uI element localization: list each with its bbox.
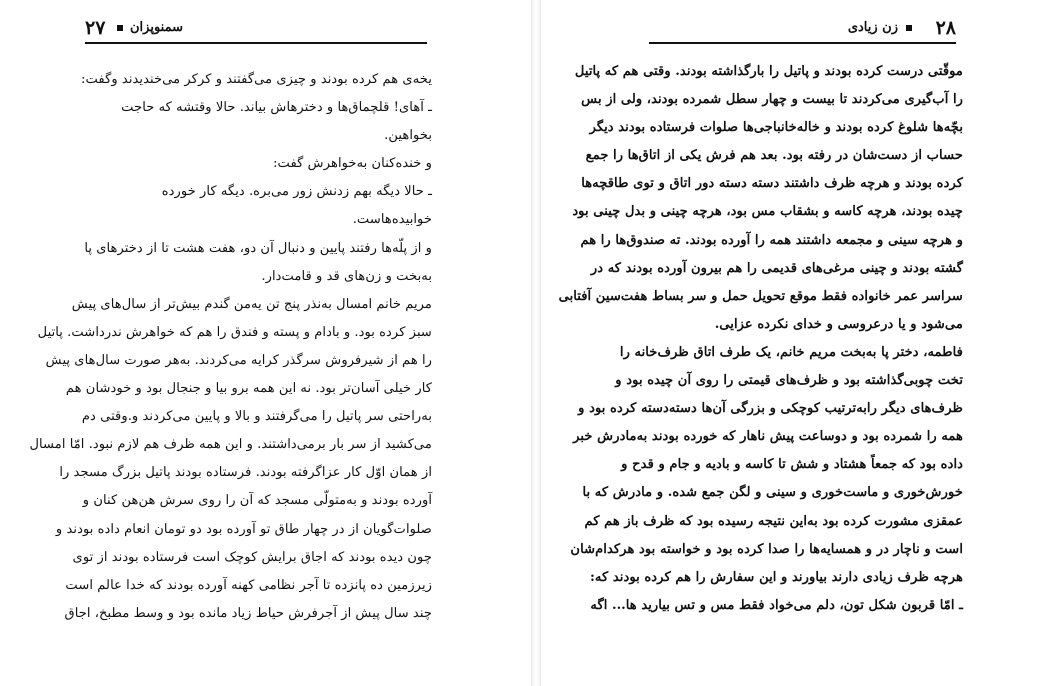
header-separator-square — [906, 25, 912, 31]
text-line: داده بود که جمعاً هشتاد و شش تا کاسه و بادیه و جام و قدح و — [621, 457, 963, 473]
text-line: همه را شمرده بود و دوساعت پیش ناهار که خورده بودند به‌مادرش خبر — [573, 429, 963, 445]
text-line: بچّه‌ها شلوغ کرده بودند و خاله‌خانباجی‌ها صلوات فرستاده بودند دیگر — [589, 120, 963, 136]
text-line: از همان اوّل کار عزاگرفته بودند. فرستاده بودند پاتیل بزرگ مسجد را — [59, 465, 432, 481]
text-line: عمقزی مشورت کرده بود به‌این نتیجه رسیده بود که ظرف باز هم کم — [584, 513, 963, 529]
left-page-header — [85, 16, 427, 44]
text-line: خوابیده‌هاست. — [352, 212, 432, 228]
text-line: فاطمه، دختر پا به‌بخت مریم خانم، یک طرف اتاق ظرف‌خانه را — [619, 344, 963, 360]
text-line: ـ حالا دیگه بهم زدنش زور می‌بره. دیگه کار خورده — [161, 184, 432, 200]
text-line: ـ امّا قربون شکل تون، دلم می‌خواد فقط مس و تس بیارید ها... اگه — [590, 597, 963, 613]
text-line: و خنده‌کنان به‌خواهرش گفت: — [273, 156, 432, 172]
book-gutter — [531, 0, 541, 686]
text-line: است و ناچار در و همسایه‌ها را صدا کرده بود و خواسته بود هرکدام‌شان — [570, 541, 963, 557]
text-line: سراسر عمر خانواده فقط موقع تحویل حمل و سر بساط هفت‌سین آفتابی — [558, 288, 963, 304]
text-line: کرده بودند و هرچه ظرف داشتند دسته دسته دور اتاق و توی طاقچه‌ها — [581, 176, 963, 192]
text-line: می‌شود و یا درعروسی و خدای نکرده عزایی. — [714, 316, 963, 332]
text-line: چون دیده بودند که اجاق برایش کوچک است فرستاده بودند از توی — [72, 549, 432, 565]
text-line: موقّتی درست کرده بودند و پاتیل را بارگذاشته بودند. وقتی هم که پاتیل — [574, 64, 963, 79]
right-page — [541, 0, 1039, 686]
text-line: حساب از دست‌شان در رفته بود. بعد هم فرش یکی از اتاق‌ها را جمع — [585, 148, 963, 164]
text-line: ـ آهای! قلچماق‌ها و دخترهاش بیاند. حالا وقتشه که حاجت — [121, 100, 432, 116]
left-page-number: ۲۷ — [85, 17, 106, 39]
text-line: خورش‌خوری و ماست‌خوری و سینی و لگن جمع شده. و مادرش که با — [582, 485, 963, 501]
text-line: به‌راحتی سر پاتیل را می‌گرفتند و بالا و پایین می‌کردند و.وقتی دم — [81, 409, 432, 425]
right-page-number: ۲۸ — [935, 17, 956, 39]
text-line: صلوات‌گویان از در چهار طاق تو آورده بود دو تومان انعام داده بودند و — [55, 521, 432, 537]
text-line: آورده بودند و به‌متولّی مسجد که آن را روی سرش هن‌هن کنان و — [82, 493, 432, 509]
text-line: و هرچه سینی و مجمعه داشتند همه را آورده بودند. ته صندوق‌ها را هم — [580, 232, 963, 248]
text-line: کار خیلی آسان‌تر بود. نه این همه برو بیا و جنجال بود و خودشان هم — [65, 381, 432, 397]
text-line: چند سال پیش از آجرفرش حیاط زیاد مانده بود و وسط مطبخ، اجاق — [64, 605, 432, 621]
text-line: سبز کرده بود. و بادام و پسته و فندق را هم که خواهرش ندرداشت. پاتیل — [37, 324, 432, 340]
text-line: می‌کشید از سر بار برمی‌داشتند. و این همه ظرف هم لازم نبود. امّا امسال — [29, 437, 432, 453]
text-line: یخه‌ی هم کرده بودند و چیزی می‌گفتند و کرکر می‌خندیدند وگفت: — [81, 72, 432, 87]
text-line: به‌بخت و زن‌های قد و قامت‌دار. — [261, 268, 432, 284]
text-line: را هم از شیرفروش سرگذر کرایه می‌کردند. به‌هر صورت سال‌های پیش — [45, 352, 432, 368]
text-line: زیرزمین ده پانزده تا آجر نظامی کهنه آورده بودند که خدا عالم است — [65, 577, 432, 593]
header-separator-square — [117, 25, 123, 31]
text-line: و از پلّه‌ها رفتند پایین و دنبال آن دو، هفت هشت تا از دخترهای پا — [84, 240, 432, 256]
text-line: ظرف‌های دیگر رابه‌ترتیب کوچکی و بزرگی آن‌ها دسته‌دسته کرده بود و — [578, 401, 963, 417]
text-line: را آب‌گیری می‌کردند تا بیست و چهار سطل شمرده بودند، ولی از بس — [581, 92, 963, 108]
right-running-title: زن زیادی — [847, 20, 898, 35]
text-line: مریم خانم امسال به‌نذر پنج تن یه‌من گندم بیش‌تر از سال‌های پیش — [71, 296, 432, 312]
text-line: گشته بودند و چینی مرغی‌های قدیمی را هم بیرون آورده بودند که در — [590, 260, 963, 276]
right-page-body — [558, 58, 963, 620]
text-line: تخت چوبی‌گذاشته بود و ظرف‌های قیمتی را روی آن چیده بود و — [615, 373, 963, 389]
text-line: چیده بودند، هرچه کاسه و بشقاب مس بود، هرچه چینی و بدل چینی بود — [572, 204, 963, 220]
text-line: هرچه ظرف زیادی دارند بیاورند و این سفارش را هم کرده بودند که: — [590, 569, 963, 585]
text-line: بخواهین. — [384, 128, 432, 144]
left-page-body — [29, 66, 432, 628]
left-running-title: سمنوپزان — [130, 20, 183, 35]
right-page-header — [649, 16, 956, 44]
